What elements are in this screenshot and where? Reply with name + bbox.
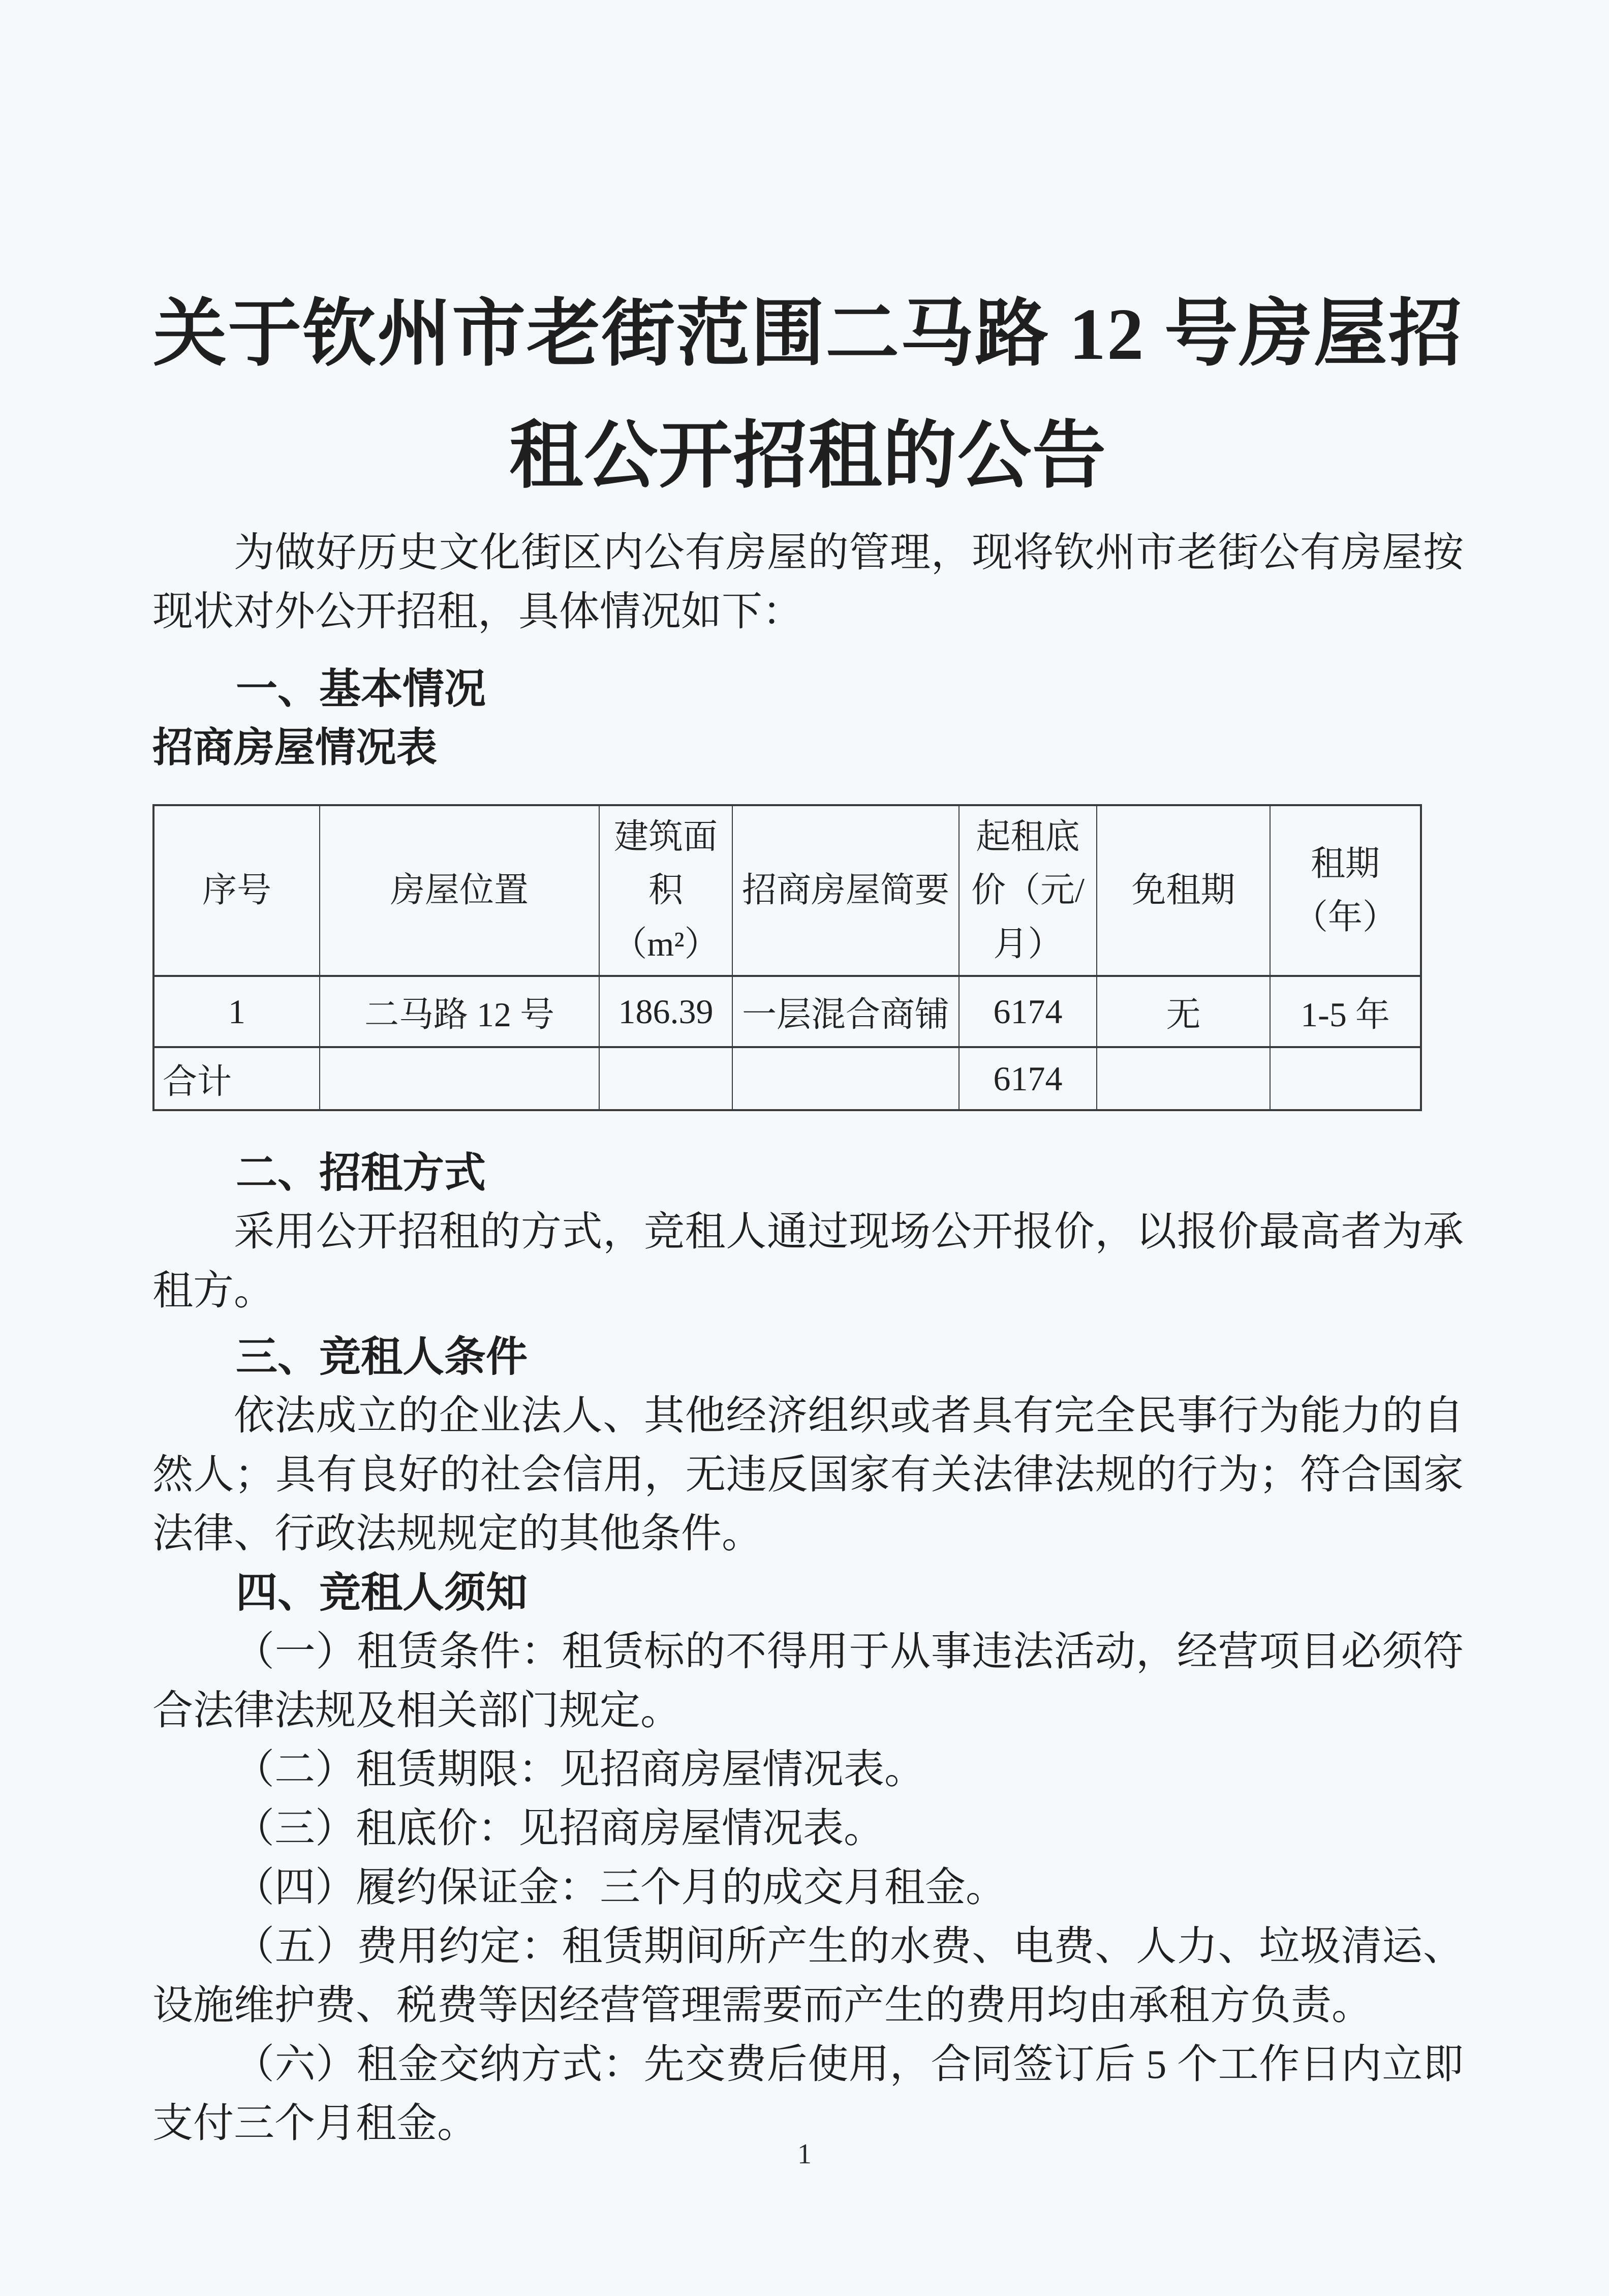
total-lease-term (1270, 1047, 1421, 1110)
table-row (153, 976, 1421, 1047)
notice-item-6: （六）租金交纳方式：先交费后使用，合同签订后 5 个工作日内立即支付三个月租金。 (152, 2042, 1464, 2147)
header-serial-number: 序号 (153, 805, 320, 976)
cell-lease-term: 1-5 年 (1270, 976, 1421, 1047)
total-rent-free-period (1097, 1047, 1270, 1110)
section-3-body: 依法成立的企业法人、其他经济组织或者具有完全民事行为能力的自然人；具有良好的社会信用，无违反国家有关法律法规的行为；符合国家法律、行政法规规定的其他条件。 (152, 1394, 1464, 1557)
header-house-location: 房屋位置 (320, 805, 599, 976)
header-lease-term: 租期（年） (1270, 805, 1421, 976)
total-label: 合计 (153, 1047, 320, 1110)
total-house-summary (732, 1047, 959, 1110)
section-1-heading: 一、基本情况 (236, 666, 486, 712)
section-2-body: 采用公开招租的方式，竞租人通过现场公开报价，以报价最高者为承租方。 (152, 1210, 1464, 1314)
cell-starting-rent: 6174 (959, 976, 1097, 1047)
intro-paragraph: 为做好历史文化街区内公有房屋的管理，现将钦州市老街公有房屋按现状对外公开招租，具体情况如下： (152, 531, 1464, 634)
section-2-heading: 二、招租方式 (236, 1150, 486, 1197)
table-total-row (153, 1047, 1421, 1110)
notice-item-5: （五）费用约定：租赁期间所产生的水费、电费、人力、垃圾清运、设施维护费、税费等因经营管理需要而产生的费用均由承租方负责。 (152, 1924, 1464, 2029)
cell-serial-number: 1 (153, 976, 320, 1047)
table-caption: 招商房屋情况表 (152, 726, 437, 771)
total-house-location (320, 1047, 599, 1110)
section-4-heading: 四、竞租人须知 (236, 1570, 528, 1616)
notice-item-3: （三）租底价：见招商房屋情况表。 (234, 1807, 884, 1852)
title-line-2: 租公开招租的公告 (509, 416, 1107, 497)
page-number: 1 (797, 2138, 812, 2170)
header-house-summary: 招商房屋简要 (732, 805, 959, 976)
cell-rent-free-period: 无 (1097, 976, 1270, 1047)
table-header-row (153, 805, 1421, 976)
section-3-heading: 三、竞租人条件 (236, 1334, 528, 1381)
header-starting-rent: 起租底价（元/月） (959, 805, 1097, 976)
total-building-area (599, 1047, 732, 1110)
document-content (152, 0, 1464, 2153)
document-title (152, 273, 1464, 517)
header-building-area: 建筑面积（m²） (599, 805, 732, 976)
total-starting-rent: 6174 (959, 1047, 1097, 1110)
title-line-1: 关于钦州市老街范围二马路 12 号房屋招 (153, 294, 1463, 375)
cell-building-area: 186.39 (599, 976, 732, 1047)
notice-item-4: （四）履约保证金：三个月的成交月租金。 (234, 1865, 1006, 1911)
housing-info-table (152, 804, 1422, 1111)
notice-item-1: （一）租赁条件：租赁标的不得用于从事违法活动，经营项目必须符合法律法规及相关部门规定。 (152, 1630, 1464, 1734)
cell-house-summary: 一层混合商铺 (732, 976, 959, 1047)
cell-house-location: 二马路 12 号 (320, 976, 599, 1047)
notice-item-2: （二）租赁期限：见招商房屋情况表。 (234, 1748, 925, 1793)
header-rent-free-period: 免租期 (1097, 805, 1270, 976)
